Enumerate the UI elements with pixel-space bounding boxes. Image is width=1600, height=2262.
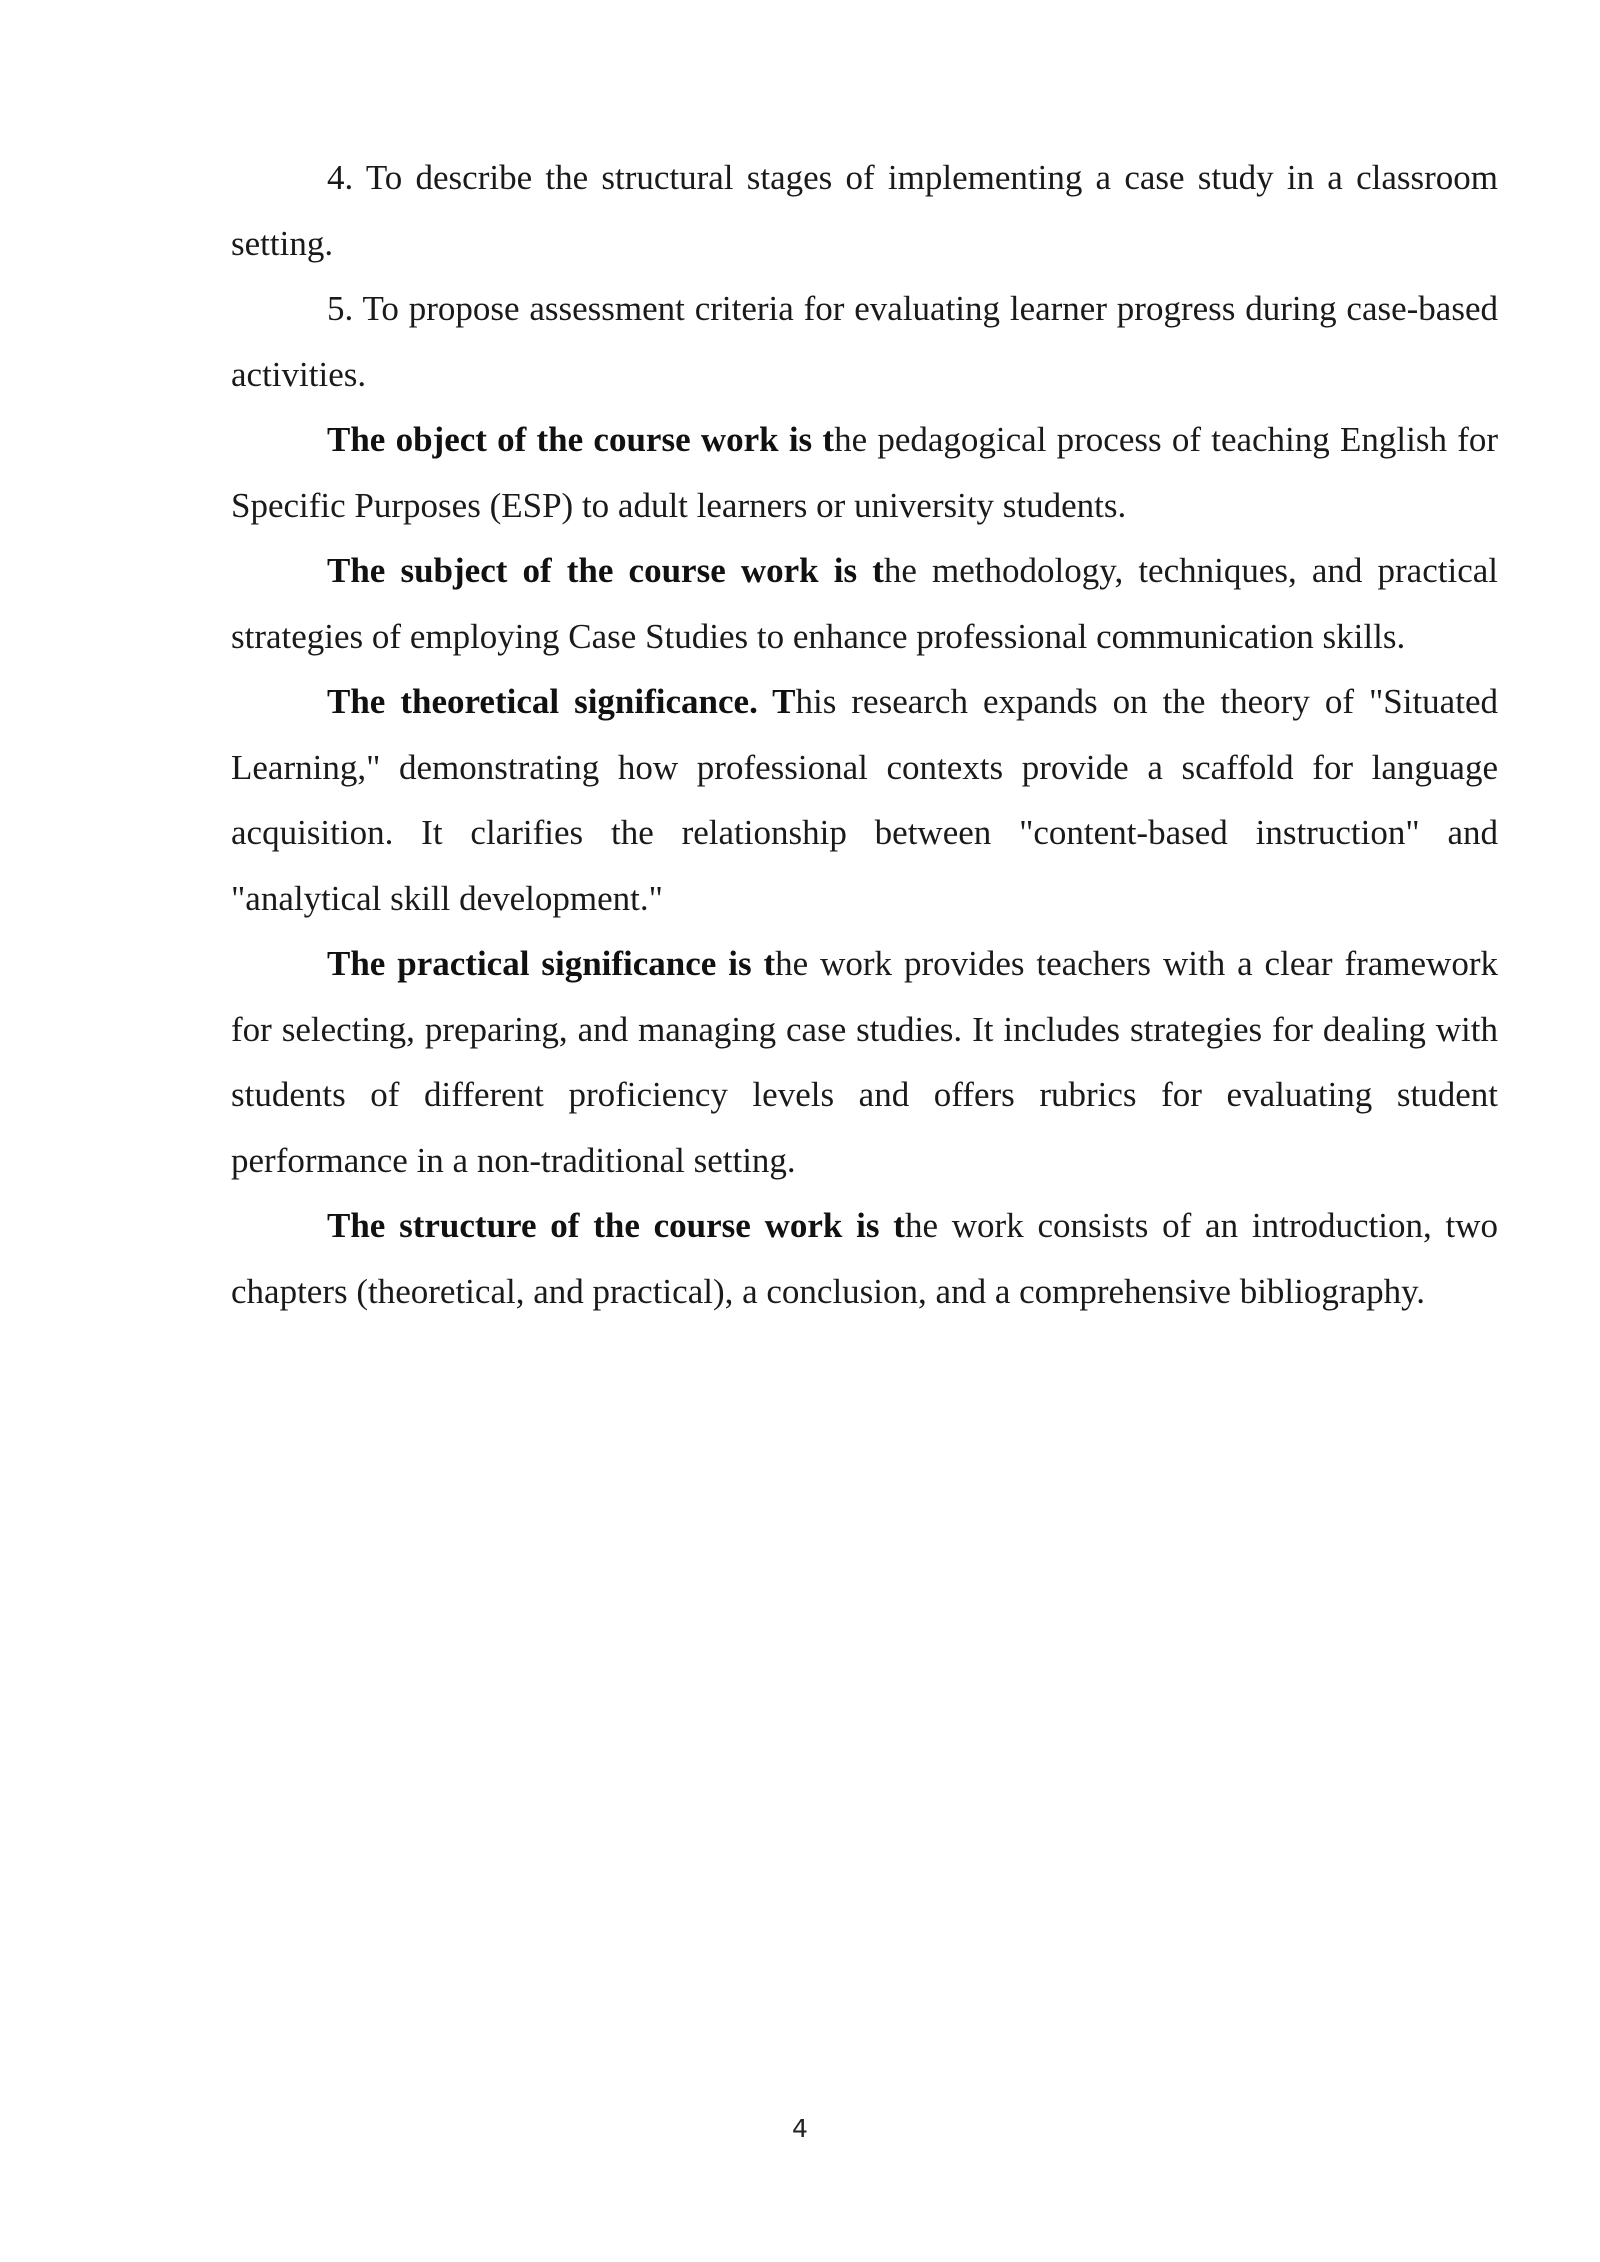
paragraph-text: 5. To propose assessment criteria for evaluating learner progress during case-based activities. (231, 289, 1498, 394)
paragraph-lead: The object of the course work is t (327, 420, 835, 459)
paragraph-objective-4 (231, 145, 1498, 276)
paragraph-text: 4. To describe the structural stages of implementing a case study in a classroom setting. (231, 158, 1498, 263)
paragraph-lead: The structure of the course work is t (327, 1206, 905, 1245)
paragraph-text: he methodology, techniques, and practical strategies of employing Case Studies to enhance professional communication skills. (231, 551, 1498, 656)
paragraph-objective-5 (231, 276, 1498, 407)
paragraph-text: he pedagogical process of teaching English for Specific Purposes (ESP) to adult learners or university students. (231, 420, 1499, 525)
paragraph-subject (231, 538, 1498, 669)
paragraph-lead: The practical significance is t (327, 944, 776, 983)
paragraph-text: his research expands on the theory of "Situated Learning," demonstrating how professional contexts provide a scaffold for language acquisition. It clarifies the relationship between "content-based instruction" and "analytical skill development." (231, 682, 1498, 918)
paragraph-text: he work consists of an introduction, two chapters (theoretical, and practical), a conclusion, and a comprehensive bibliography. (231, 1206, 1498, 1311)
paragraph-object (231, 407, 1498, 538)
paragraph-text: he work provides teachers with a clear framework for selecting, preparing, and managing case studies. It includes strategies for dealing with students of different proficiency levels and offers rubrics for evaluating student performance in a non-traditional setting. (231, 944, 1498, 1180)
paragraph-practical-significance (231, 931, 1498, 1193)
paragraph-theoretical-significance (231, 669, 1498, 931)
page-number: 4 (792, 2114, 808, 2143)
paragraph-structure (231, 1193, 1498, 1324)
paragraph-lead: The theoretical significance. T (327, 682, 796, 721)
body-text (231, 145, 1498, 1324)
paragraph-lead: The subject of the course work is t (327, 551, 884, 590)
